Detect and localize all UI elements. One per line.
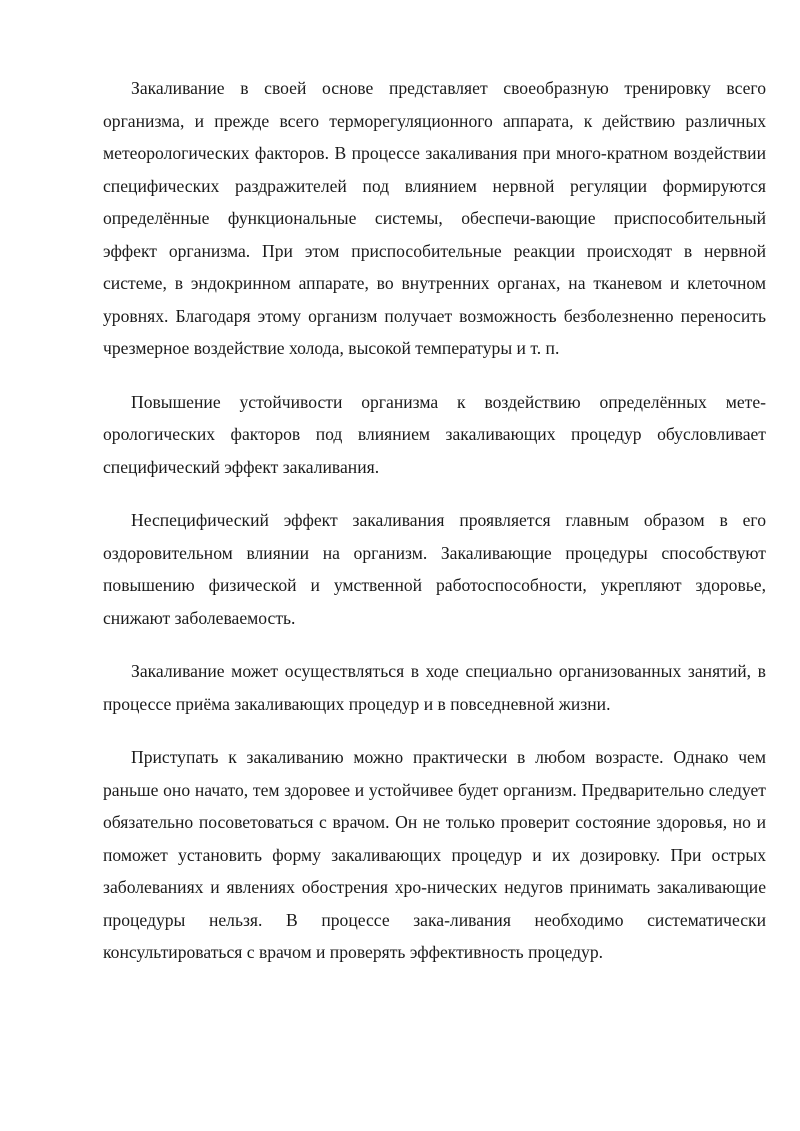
paragraph-1: Закаливание в своей основе представляет своеобразную тренировку всего организма, и прежде всего терморегуляционного аппарата, к действию различных метеорологических факторов. В процессе закаливания при много-кратном воздействии специфических раздражителей под влиянием нервной регуляции формируются определённые функциональные системы, обеспечи-вающие приспособительный эффект организма. При этом приспособительные реакции происходят в нервной системе, в эндокринном аппарате, во внутренних органах, на тканевом и клеточном уровнях. Благодаря этому организм получает возможность безболезненно переносить чрезмерное воздействие холода, высокой температуры и т. п. [103, 78, 766, 358]
paragraph-2: Повышение устойчивости организма к воздействию определённых мете-орологических факторов под влиянием закаливающих процедур обусловливает специфический эффект закаливания. [103, 391, 766, 477]
paragraph-4: Закаливание может осуществляться в ходе специально организованных занятий, в процессе приёма закаливающих процедур и в повседневной жизни. [103, 661, 766, 714]
paragraph-3: Неспецифический эффект закаливания проявляется главным образом в его оздоровительном влиянии на организм. Закаливающие процедуры способствуют повышению физической и умственной работоспособности, укрепляют здоровье, снижают заболеваемость. [103, 510, 766, 628]
document-body [103, 72, 766, 990]
paragraph-5: Приступать к закаливанию можно практически в любом возрасте. Однако чем раньше оно начато, тем здоровее и устойчивее будет организм. Предварительно следует обязательно посоветоваться с врачом. Он не только проверит состояние здоровья, но и поможет установить форму закаливающих процедур и их дозировку. При острых заболеваниях и явлениях обострения хро-нических недугов принимать закаливающие процедуры нельзя. В процессе зака-ливания необходимо систематически консультироваться с врачом и проверять эффективность процедур. [103, 747, 766, 962]
